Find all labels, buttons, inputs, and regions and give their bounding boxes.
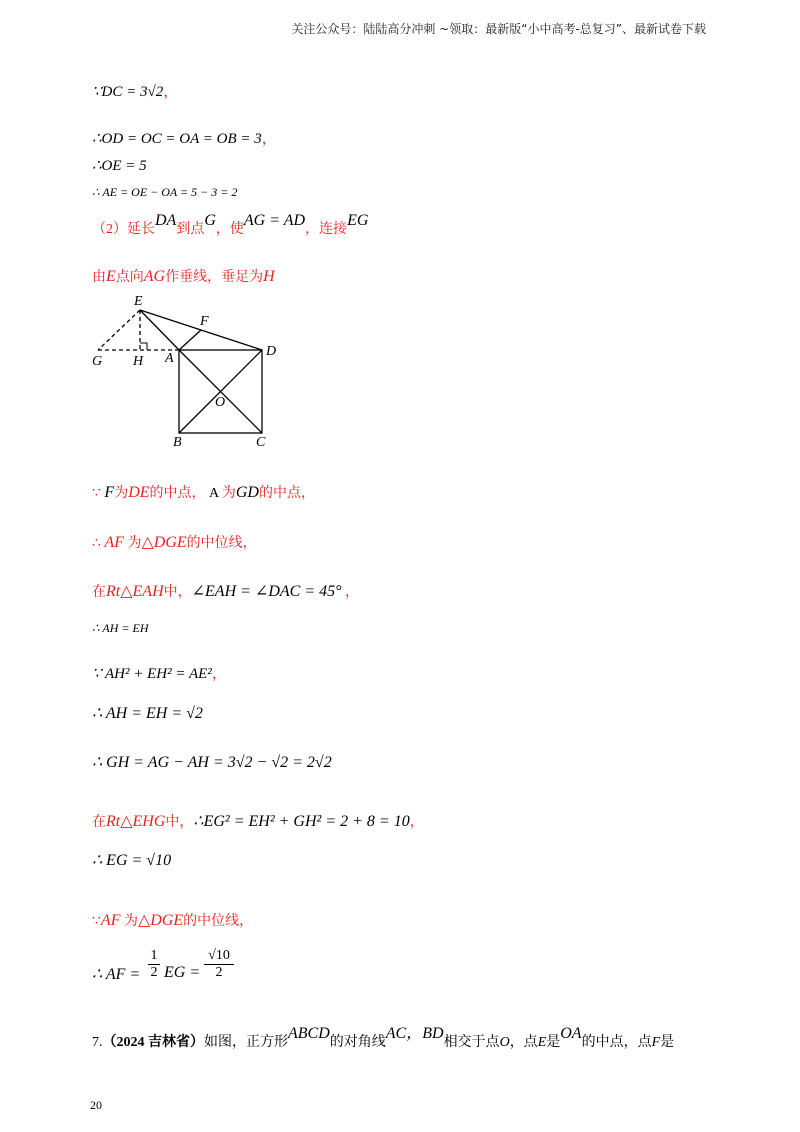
text: ∴ [92, 536, 101, 551]
line-problem-7 [92, 1025, 675, 1051]
math-dge: △DGE [141, 534, 187, 551]
problem-source: （2024 吉林省） [102, 1035, 204, 1050]
text: （2）延长 [92, 222, 155, 237]
math-a: A [209, 486, 219, 501]
punct: ， [163, 84, 179, 100]
math-oa: OA [560, 1025, 582, 1042]
math-h: H [263, 268, 275, 285]
label-c: C [256, 435, 266, 450]
numerator: 1 [150, 948, 158, 963]
text: 在 [92, 585, 106, 600]
math-g: G [204, 212, 216, 229]
formula: EG = [164, 964, 201, 981]
text: 为 [127, 536, 142, 551]
page-number: 20 [90, 1098, 102, 1112]
math-f: F [651, 1035, 661, 1050]
math-eg2: ∴EG² = EH² + GH² = 2 + 8 = 10 [193, 813, 410, 830]
text: 的中点， [258, 486, 315, 501]
formula: ∴ EG = √10 [92, 852, 172, 869]
formula-dc: ∵DC = 3√2 [92, 84, 164, 100]
problem-number: 7. [92, 1035, 103, 1050]
line-gh [92, 752, 332, 772]
page-header: 关注公众号：陆陆高分冲刺 ~领取：最新版“小中高考-总复习”、最新试卷下载 [291, 22, 706, 36]
line-ah-eh [92, 621, 149, 636]
text: 作垂线，垂足为 [165, 270, 264, 285]
denominator: 2 [204, 964, 234, 981]
formula: ∴ GH = AG − AH = 3√2 − √2 = 2√2 [92, 754, 332, 771]
math-e: E [106, 268, 116, 285]
text: 在 [92, 815, 106, 830]
text: ， [345, 585, 360, 600]
text: 中， [165, 815, 194, 830]
text: 中， [163, 585, 192, 600]
math-o: O [499, 1035, 510, 1050]
math-da: DA [155, 212, 177, 229]
text: 由 [92, 270, 106, 285]
label-d: D [266, 344, 277, 359]
text: ，连接 [305, 222, 348, 237]
punct: ， [211, 666, 227, 682]
text: 为 [123, 914, 138, 929]
text: 点向 [115, 270, 144, 285]
punct: ， [409, 815, 424, 830]
math-gd: GD [235, 484, 259, 501]
line-rt-eah [92, 581, 359, 601]
formula-oe: ∴OE = 5 [92, 158, 147, 174]
line-rt-ehg [92, 811, 424, 831]
line-eg-value [92, 850, 171, 870]
text: 的对角线 [329, 1035, 386, 1050]
line-midline-2 [92, 910, 253, 930]
math-angles: ∠EAH = ∠DAC = 45° [191, 583, 342, 600]
geometry-figure [0, 0, 800, 460]
label-e: E [134, 294, 143, 309]
fraction-half [148, 948, 160, 981]
text: ，使 [215, 222, 244, 237]
formula: ∴ AF = [92, 966, 141, 983]
text: 的中位线， [186, 536, 257, 551]
math-ag-ad: AG = AD [243, 212, 306, 229]
text: 的中点， [149, 486, 206, 501]
text: ∵ [92, 486, 101, 501]
punct: ， [261, 131, 277, 147]
math-abcd: ABCD [288, 1025, 330, 1042]
label-g: G [92, 354, 103, 369]
segment-eg [98, 310, 140, 350]
label-h: H [133, 354, 144, 369]
formula: ∴ AH = EH = √2 [92, 705, 203, 722]
label-b: B [173, 435, 182, 450]
text: ，点 [509, 1035, 538, 1050]
math-ag: AG [143, 268, 166, 285]
denominator: 2 [148, 964, 160, 981]
formula: ∵ AH² + EH² = AE² [92, 666, 212, 682]
text: 为 [221, 486, 236, 501]
line-pythag-1 [92, 662, 227, 683]
segment-af [179, 330, 201, 350]
formula-ae: ∴ AE = OE − OA = 5 − 3 = 2 [92, 185, 238, 199]
math-af: AF [104, 534, 124, 551]
text: 的中位线， [183, 914, 254, 929]
math-eg: EG [347, 212, 369, 229]
math-af: AF [100, 912, 121, 929]
math-e: E [537, 1035, 547, 1050]
text: 是 [546, 1035, 561, 1050]
label-a: A [165, 351, 174, 366]
math-f: F [104, 484, 115, 501]
text: 如图，正方形 [204, 1035, 288, 1050]
text: 的中点，点 [581, 1035, 652, 1050]
math-de: DE [128, 484, 150, 501]
text: ∵ [92, 914, 101, 929]
right-angle-mark [140, 343, 147, 350]
formula: ∴ AH = EH [92, 621, 149, 635]
numerator: √10 [208, 948, 230, 963]
math-rt-eah: Rt△EAH [106, 583, 164, 600]
text: 到点 [176, 222, 205, 237]
formula-od: ∴OD = OC = OA = OB = 3 [92, 131, 262, 147]
text: 相交于点 [443, 1035, 500, 1050]
label-f: F [200, 314, 209, 329]
fraction-root10 [204, 948, 234, 981]
text: 为 [114, 486, 129, 501]
line-midline-1 [92, 532, 257, 552]
line-midpoints [92, 482, 315, 502]
text: 是 [660, 1035, 675, 1050]
label-o: O [215, 395, 226, 410]
line-ah-value [92, 703, 203, 723]
math-dge: △DGE [137, 912, 184, 929]
math-rt-ehg: Rt△EHG [106, 813, 166, 830]
math-ac-bd: AC，BD [385, 1025, 444, 1042]
